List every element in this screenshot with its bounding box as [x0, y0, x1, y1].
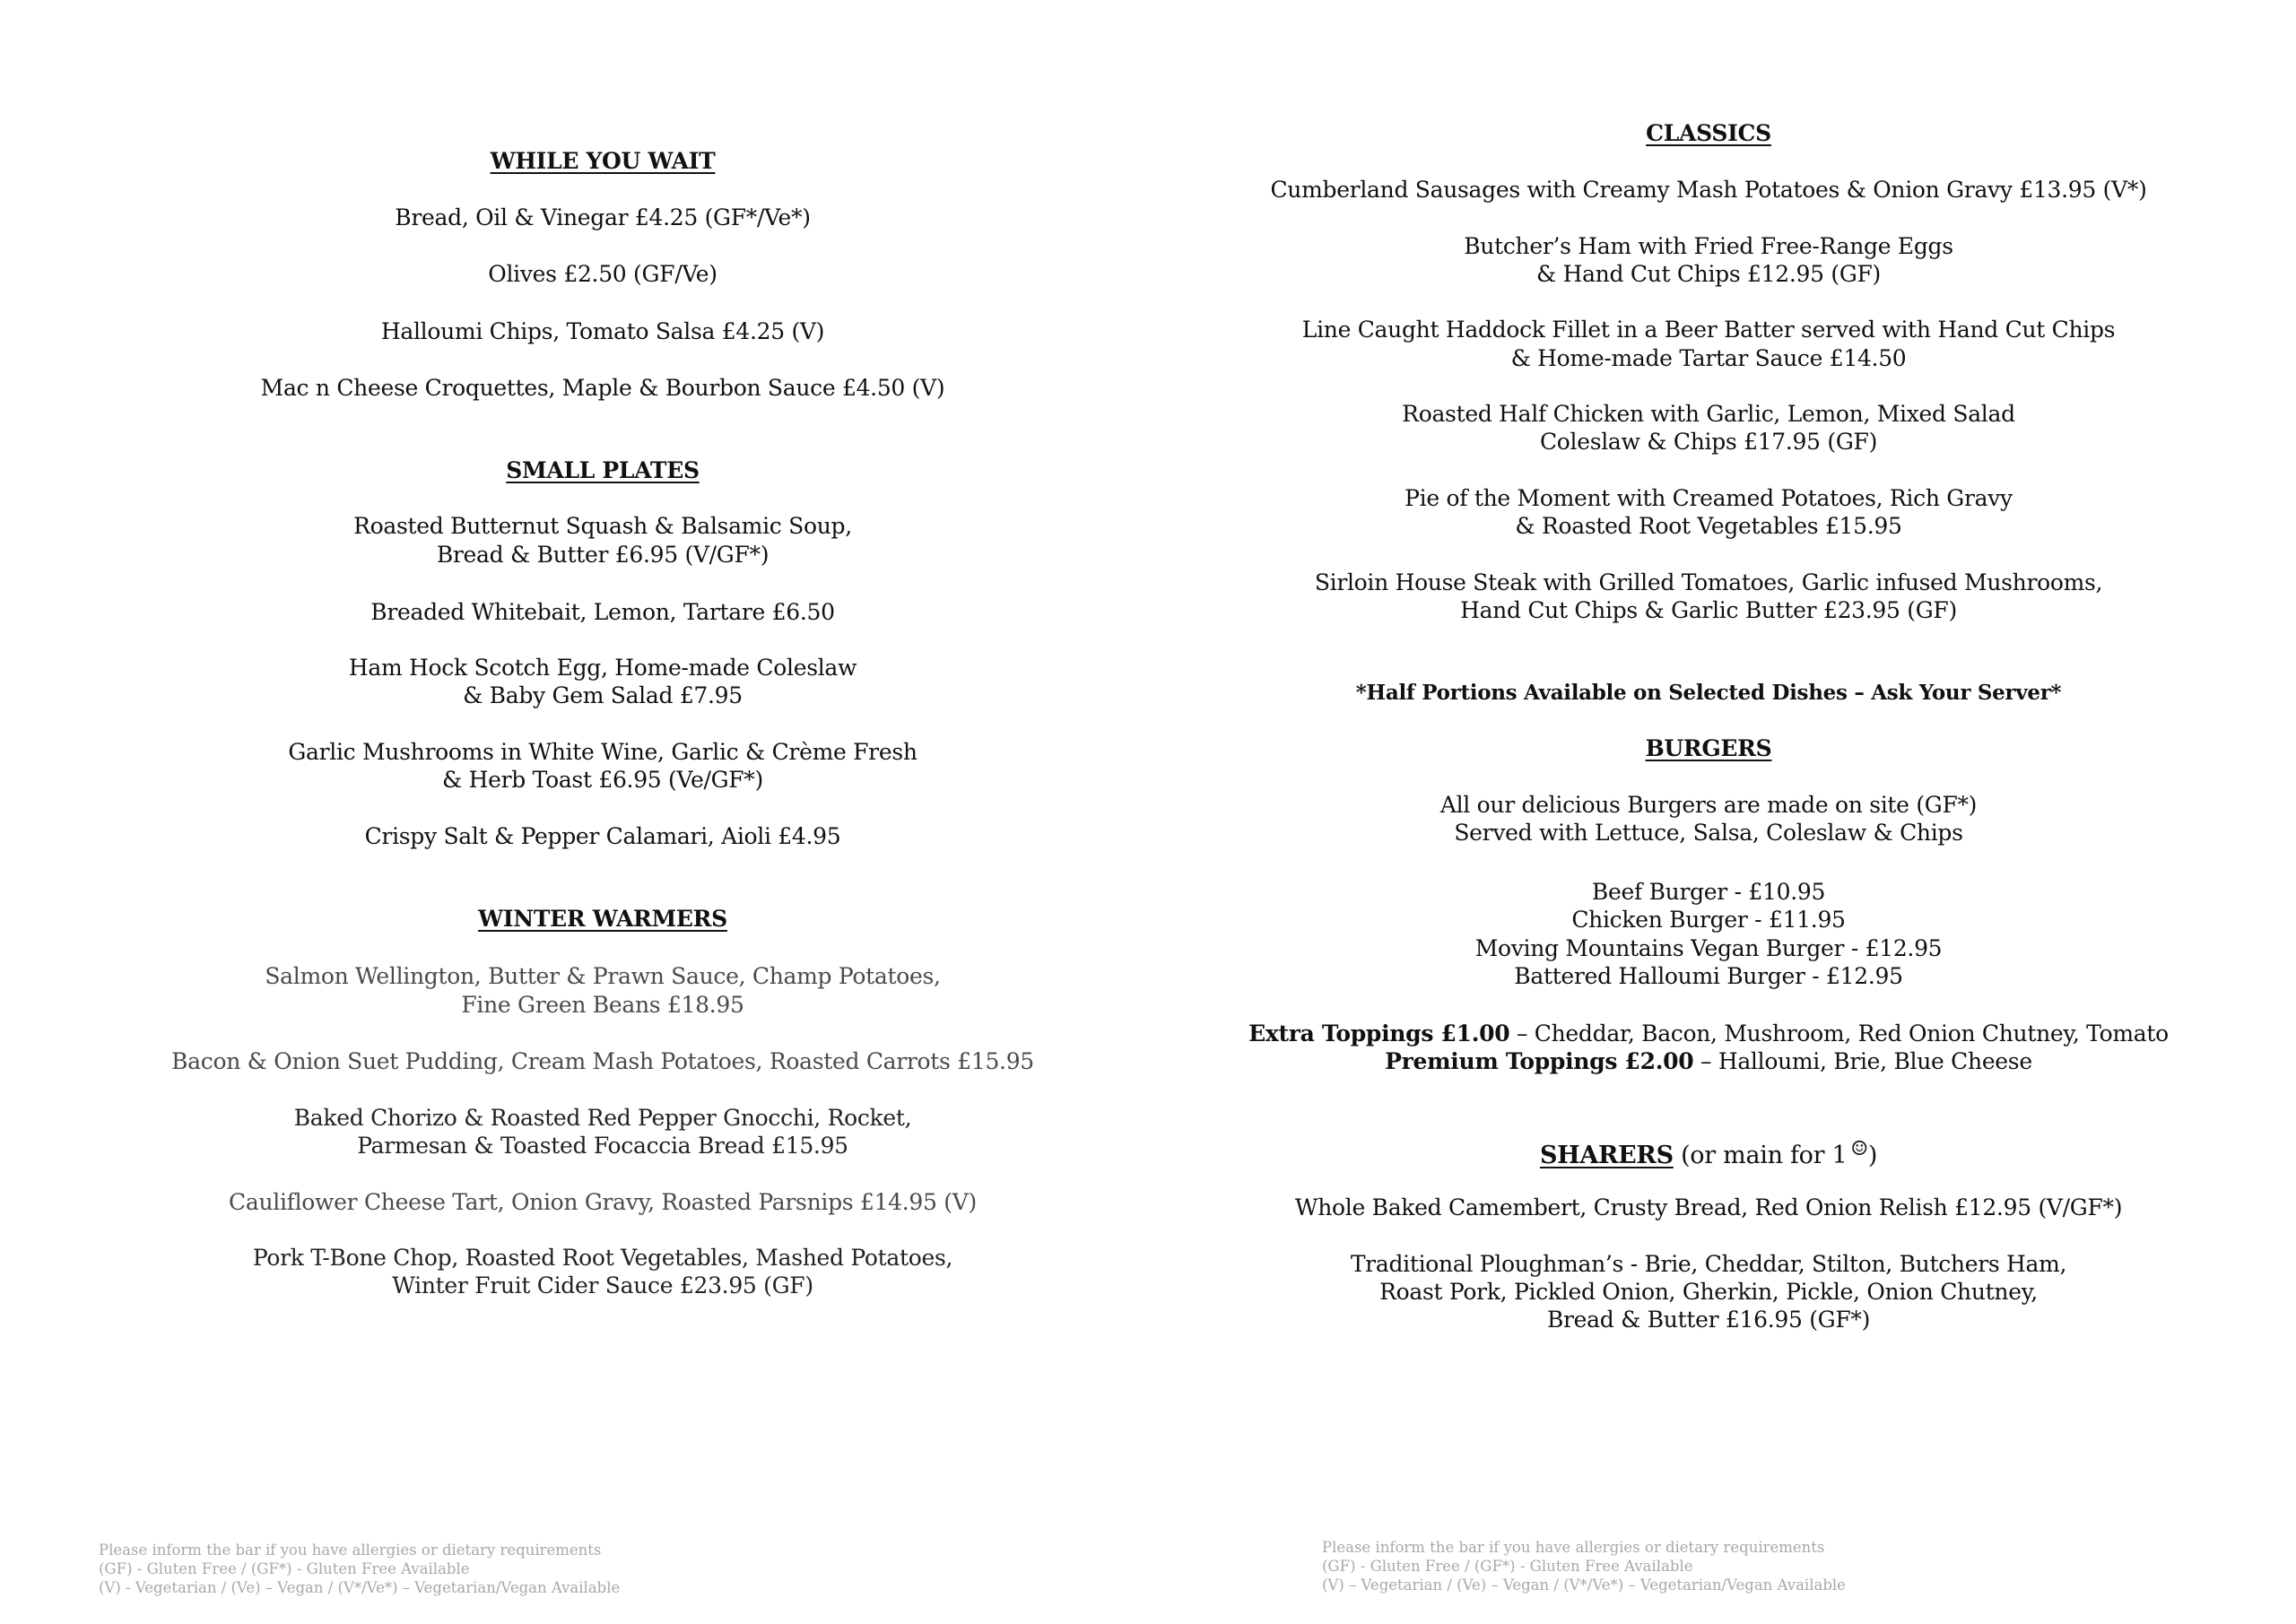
extra-toppings-list: – Cheddar, Bacon, Mushroom, Red Onion Chutney, Tomato — [1509, 1020, 2169, 1046]
menu-item: & Herb Toast £6.95 (Ve/GF*) — [442, 767, 763, 793]
menu-item: Roasted Half Chicken with Garlic, Lemon, Mixed Salad — [1402, 401, 2015, 427]
menu-item: Hand Cut Chips & Garlic Butter £23.95 (GF) — [1460, 597, 1957, 623]
menu-item: & Home-made Tartar Sauce £14.50 — [1510, 345, 1907, 371]
menu-item: Ham Hock Scotch Egg, Home-made Coleslaw — [348, 655, 857, 681]
half-portions-note: *Half Portions Available on Selected Dishes – Ask Your Server* — [1355, 681, 2062, 705]
menu-item: Cauliflower Cheese Tart, Onion Gravy, Roasted Parsnips £14.95 (V) — [229, 1189, 977, 1215]
menu-item: & Baby Gem Salad £7.95 — [463, 682, 743, 708]
menu-item: Olives £2.50 (GF/Ve) — [488, 261, 718, 287]
smiley-icon: ☺ — [1850, 1138, 1868, 1160]
menu-item: Sirloin House Steak with Grilled Tomatoes, Garlic infused Mushrooms, — [1314, 569, 2103, 595]
footer-line: (V) – Vegetarian / (Ve) – Vegan / (V*/Ve*) – Vegetarian/Vegan Available — [1322, 1576, 1846, 1594]
footer-line: (V) - Vegetarian / (Ve) – Vegan / (V*/Ve*) – Vegetarian/Vegan Available — [99, 1579, 621, 1596]
menu-item: Parmesan & Toasted Focaccia Bread £15.95 — [357, 1133, 848, 1159]
section-title-burgers: BURGERS — [1645, 735, 1772, 761]
burgers-intro: All our delicious Burgers are made on site (GF*) — [1439, 792, 1978, 818]
allergy-footer-left — [99, 1541, 620, 1597]
menu-item: Breaded Whitebait, Lemon, Tartare £6.50 — [370, 599, 835, 625]
menu-item: Bread & Butter £6.95 (V/GF*) — [436, 542, 770, 568]
menu-item: Bread & Butter £16.95 (GF*) — [1546, 1307, 1871, 1333]
footer-line: Please inform the bar if you have allergies or dietary requirements — [1322, 1539, 1825, 1556]
menu-item: Crispy Salt & Pepper Calamari, Aioli £4.95 — [364, 823, 841, 849]
menu-item: Line Caught Haddock Fillet in a Beer Batter served with Hand Cut Chips — [1301, 317, 2116, 343]
premium-toppings-label: Premium Toppings £2.00 — [1385, 1048, 1694, 1074]
menu-item: Halloumi Chips, Tomato Salsa £4.25 (V) — [380, 318, 825, 344]
menu-item: Roast Pork, Pickled Onion, Gherkin, Pickle, Onion Chutney, — [1379, 1279, 2038, 1305]
footer-line: (GF) - Gluten Free / (GF*) - Gluten Free Available — [99, 1560, 470, 1577]
sharers-subtitle: (or main for 1 — [1673, 1142, 1848, 1169]
premium-toppings-list: – Halloumi, Brie, Blue Cheese — [1693, 1048, 2032, 1074]
extra-toppings — [1170, 1020, 2247, 1048]
burger-item: Chicken Burger - £11.95 — [1571, 907, 1846, 933]
sharers-subtitle-close: ) — [1867, 1142, 1878, 1169]
menu-item: Roasted Butternut Squash & Balsamic Soup, — [353, 513, 852, 539]
menu-item: Cumberland Sausages with Creamy Mash Potatoes & Onion Gravy £13.95 (V*) — [1270, 177, 2147, 203]
menu-item: Pork T-Bone Chop, Roasted Root Vegetables, Mashed Potatoes, — [252, 1245, 953, 1271]
burger-item: Battered Halloumi Burger - £12.95 — [1514, 963, 1903, 989]
menu-item: Bacon & Onion Suet Pudding, Cream Mash Potatoes, Roasted Carrots £15.95 — [171, 1048, 1034, 1074]
menu-item: Butcher’s Ham with Fried Free-Range Eggs — [1464, 233, 1953, 259]
menu-item: Traditional Ploughman’s - Brie, Cheddar, Stilton, Butchers Ham, — [1350, 1251, 2067, 1277]
menu-item: Salmon Wellington, Butter & Prawn Sauce, Champ Potatoes, — [265, 963, 941, 989]
burger-item: Beef Burger - £10.95 — [1591, 879, 1826, 905]
menu-item: Garlic Mushrooms in White Wine, Garlic & Crème Fresh — [288, 739, 918, 765]
allergy-footer-right — [1322, 1538, 1846, 1594]
section-title-sharers: SHARERS — [1539, 1142, 1674, 1169]
sharers-header — [1170, 1135, 2247, 1170]
menu-item: Fine Green Beans £18.95 — [461, 992, 744, 1018]
section-title-classics: CLASSICS — [1646, 120, 1771, 146]
footer-line: Please inform the bar if you have allergies or dietary requirements — [99, 1541, 602, 1559]
premium-toppings — [1170, 1047, 2247, 1076]
section-title-while-you-wait: WHILE YOU WAIT — [490, 148, 716, 174]
footer-line: (GF) - Gluten Free / (GF*) - Gluten Free Available — [1322, 1558, 1693, 1575]
burger-item: Moving Mountains Vegan Burger - £12.95 — [1474, 935, 1943, 961]
menu-item: Baked Chorizo & Roasted Red Pepper Gnocchi, Rocket, — [293, 1105, 912, 1131]
menu-item: & Hand Cut Chips £12.95 (GF) — [1535, 261, 1882, 287]
section-title-winter-warmers: WINTER WARMERS — [478, 906, 727, 932]
section-title-small-plates: SMALL PLATES — [506, 457, 700, 483]
menu-item: Coleslaw & Chips £17.95 (GF) — [1539, 429, 1878, 455]
menu-item: Whole Baked Camembert, Crusty Bread, Red Onion Relish £12.95 (V/GF*) — [1294, 1194, 2123, 1220]
extra-toppings-label: Extra Toppings £1.00 — [1248, 1020, 1510, 1046]
menu-item: Bread, Oil & Vinegar £4.25 (GF*/Ve*) — [395, 204, 811, 230]
menu-item: Winter Fruit Cider Sauce £23.95 (GF) — [392, 1272, 813, 1298]
burgers-intro: Served with Lettuce, Salsa, Coleslaw & Chips — [1454, 820, 1963, 846]
menu-item: Pie of the Moment with Creamed Potatoes, Rich Gravy — [1405, 485, 2013, 511]
menu-item: & Roasted Root Vegetables £15.95 — [1515, 513, 1902, 539]
menu-item: Mac n Cheese Croquettes, Maple & Bourbon Sauce £4.50 (V) — [260, 375, 945, 401]
